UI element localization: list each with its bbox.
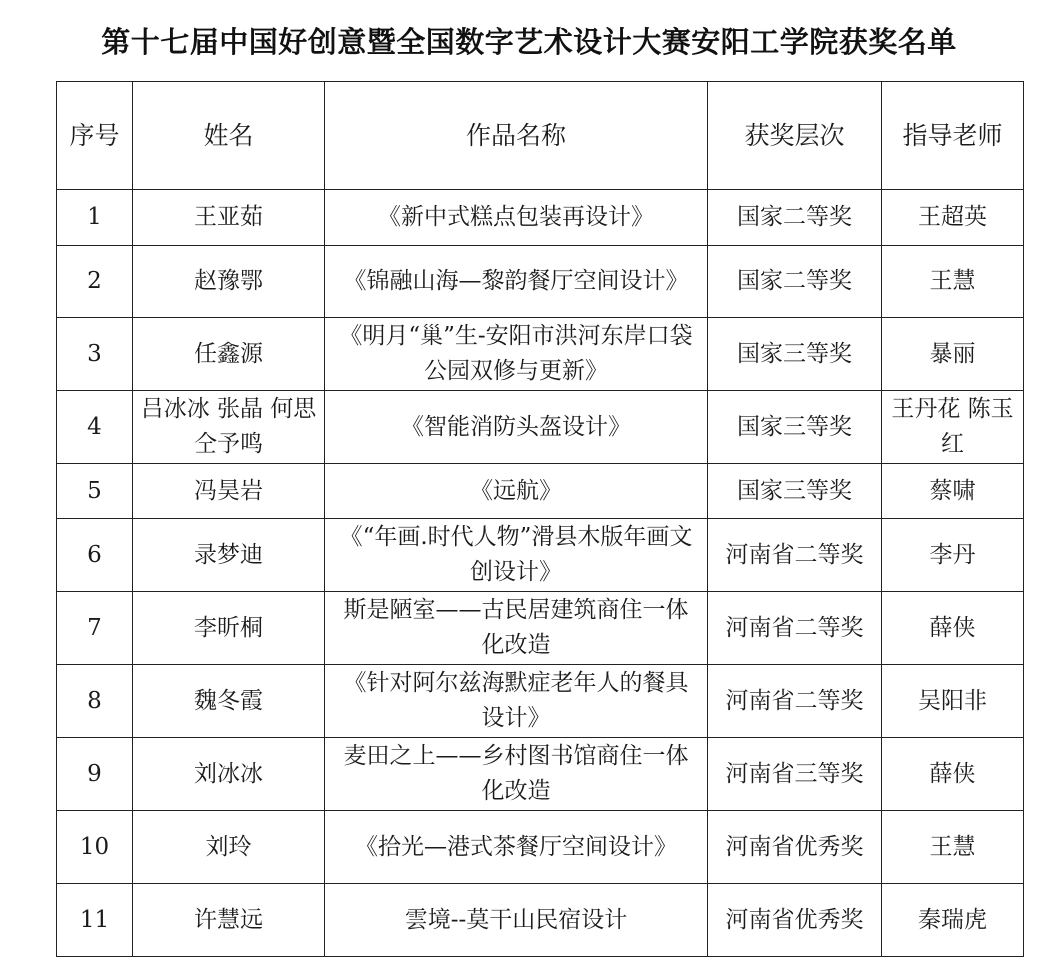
cell-level: 国家二等奖 (708, 190, 882, 246)
header-seq: 序号 (57, 82, 133, 190)
cell-no: 1 (57, 190, 133, 246)
page-title: 第十七届中国好创意暨全国数字艺术设计大赛安阳工学院获奖名单 (101, 25, 957, 59)
cell-name: 任鑫源 (133, 318, 325, 391)
cell-name: 冯昊岩 (133, 464, 325, 519)
cell-work: 《锦融山海—黎韵餐厅空间设计》 (325, 246, 708, 318)
cell-level: 河南省二等奖 (708, 592, 882, 665)
header-name: 姓名 (133, 82, 325, 190)
cell-teacher: 王丹花 陈玉红 (882, 391, 1024, 464)
cell-level: 河南省优秀奖 (708, 811, 882, 884)
cell-no: 5 (57, 464, 133, 519)
cell-work: 斯是陋室——古民居建筑商住一体化改造 (325, 592, 708, 665)
header-level: 获奖层次 (708, 82, 882, 190)
cell-work: 《“年画.时代人物”滑县木版年画文创设计》 (325, 519, 708, 592)
cell-work: 《明月“巢”生-安阳市洪河东岸口袋公园双修与更新》 (325, 318, 708, 391)
header-teacher: 指导老师 (882, 82, 1024, 190)
cell-work: 雲境--莫干山民宿设计 (325, 884, 708, 957)
cell-work: 《新中式糕点包装再设计》 (325, 190, 708, 246)
table-row (57, 738, 1024, 811)
cell-work: 《针对阿尔兹海默症老年人的餐具设计》 (325, 665, 708, 738)
cell-level: 国家三等奖 (708, 318, 882, 391)
cell-teacher: 王慧 (882, 811, 1024, 884)
cell-level: 河南省优秀奖 (708, 884, 882, 957)
cell-no: 2 (57, 246, 133, 318)
cell-teacher: 秦瑞虎 (882, 884, 1024, 957)
cell-no: 10 (57, 811, 133, 884)
cell-name: 王亚茹 (133, 190, 325, 246)
cell-no: 4 (57, 391, 133, 464)
table-row (57, 811, 1024, 884)
cell-work: 《拾光—港式茶餐厅空间设计》 (325, 811, 708, 884)
cell-no: 9 (57, 738, 133, 811)
cell-level: 国家三等奖 (708, 391, 882, 464)
table-row (57, 665, 1024, 738)
award-table (56, 81, 1024, 957)
header-work: 作品名称 (325, 82, 708, 190)
cell-teacher: 薛侠 (882, 592, 1024, 665)
cell-teacher: 吴阳非 (882, 665, 1024, 738)
cell-level: 国家二等奖 (708, 246, 882, 318)
cell-teacher: 王慧 (882, 246, 1024, 318)
table-row (57, 464, 1024, 519)
cell-level: 河南省二等奖 (708, 665, 882, 738)
cell-teacher: 蔡啸 (882, 464, 1024, 519)
cell-work: 《远航》 (325, 464, 708, 519)
cell-name: 刘冰冰 (133, 738, 325, 811)
cell-teacher: 李丹 (882, 519, 1024, 592)
cell-teacher: 薛侠 (882, 738, 1024, 811)
cell-teacher: 暴丽 (882, 318, 1024, 391)
cell-work: 麦田之上——乡村图书馆商住一体化改造 (325, 738, 708, 811)
cell-no: 3 (57, 318, 133, 391)
table-row (57, 246, 1024, 318)
cell-name: 刘玲 (133, 811, 325, 884)
cell-name: 赵豫鄂 (133, 246, 325, 318)
cell-no: 11 (57, 884, 133, 957)
cell-level: 河南省二等奖 (708, 519, 882, 592)
table-row (57, 519, 1024, 592)
cell-work: 《智能消防头盔设计》 (325, 391, 708, 464)
table-row (57, 391, 1024, 464)
cell-no: 7 (57, 592, 133, 665)
cell-teacher: 王超英 (882, 190, 1024, 246)
cell-level: 国家三等奖 (708, 464, 882, 519)
table-row (57, 884, 1024, 957)
table-row (57, 190, 1024, 246)
cell-no: 8 (57, 665, 133, 738)
cell-level: 河南省三等奖 (708, 738, 882, 811)
table-row (57, 318, 1024, 391)
table-header-row (57, 82, 1024, 190)
cell-name: 录梦迪 (133, 519, 325, 592)
cell-no: 6 (57, 519, 133, 592)
cell-name: 吕冰冰 张晶 何思 仝予鸣 (133, 391, 325, 464)
cell-name: 许慧远 (133, 884, 325, 957)
cell-name: 魏冬霞 (133, 665, 325, 738)
table-row (57, 592, 1024, 665)
cell-name: 李昕桐 (133, 592, 325, 665)
